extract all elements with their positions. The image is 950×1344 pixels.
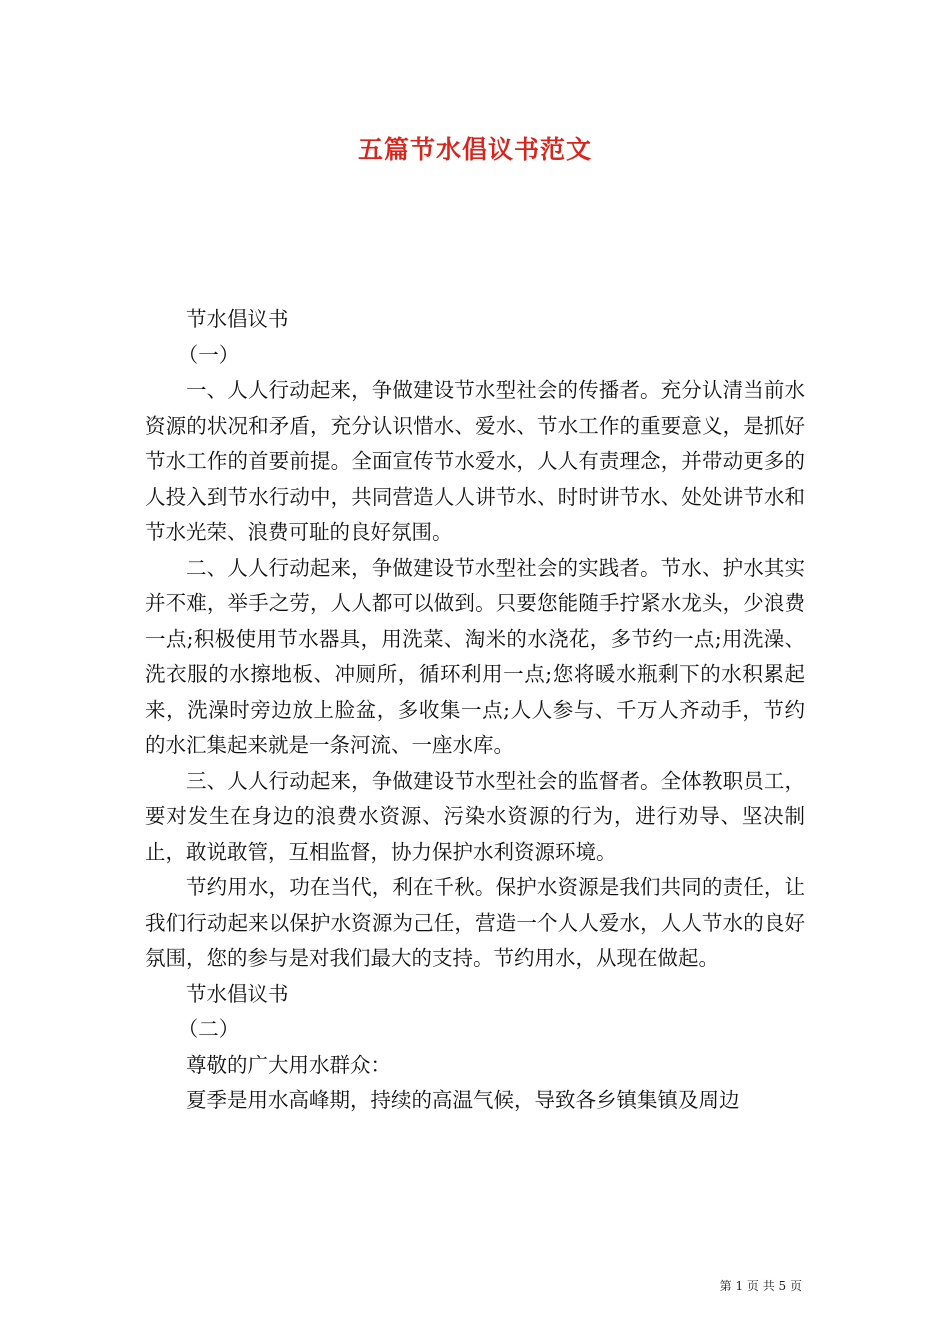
section-number: （一） <box>177 342 240 367</box>
page-footer: 第 1 页 共 5 页 <box>719 1279 802 1293</box>
document-title: 五篇节水倡议书范文 <box>357 135 592 164</box>
section-label: 节水倡议书 <box>186 307 289 331</box>
body-paragraph: 三、人人行动起来，争做建设节水型社会的监督者。全体教职员工，要对发生在身边的浪费水资源、污染水资源的行为，进行劝导、坚决制止，敢说敢管，互相监督，协力保护水利资源环境。 <box>145 768 805 864</box>
section-label: 节水倡议书 <box>186 981 289 1006</box>
body-paragraph: 夏季是用水高峰期，持续的高温气候，导致各乡镇集镇及周边 <box>186 1088 740 1112</box>
body-paragraph: 节约用水，功在当代，利在千秋。保护水资源是我们共同的责任，让我们行动起来以保护水资源为己任，营造一个人人爱水，人人节水的良好氛围，您的参与是对我们最大的支持。节约用水，从现在做起。 <box>145 875 805 970</box>
section-number: （二） <box>177 1017 240 1041</box>
body-paragraph: 一、人人行动起来，争做建设节水型社会的传播者。充分认清当前水资源的状况和矛盾，充分认识惜水、爱水、节水工作的重要意义，是抓好节水工作的首要前提。全面宣传节水爱水，人人有责理念，并带动更多的人投入到节水行动中，共同营造人人讲节水、时时讲节水、处处讲节水和节水光荣、浪费可耻的良好氛围。 <box>145 378 805 544</box>
salutation: 尊敬的广大用水群众： <box>186 1052 391 1077</box>
body-paragraph: 二、人人行动起来，争做建设节水型社会的实践者。节水、护水其实并不难，举手之劳，人人都可以做到。只要您能随手拧紧水龙头，少浪费一点;积极使用节水器具，用洗菜、淘米的水浇花，多节约一点;用洗澡、洗衣服的水擦地板、冲厕所，循环利用一点;您将暖水瓶剩下的水积累起来，洗澡时旁边放上脸盆，多收集一点;人人参与、千万人齐动手，节约的水汇集起来就是一条河流、一座水库。 <box>145 555 805 757</box>
document-body <box>145 302 805 1119</box>
